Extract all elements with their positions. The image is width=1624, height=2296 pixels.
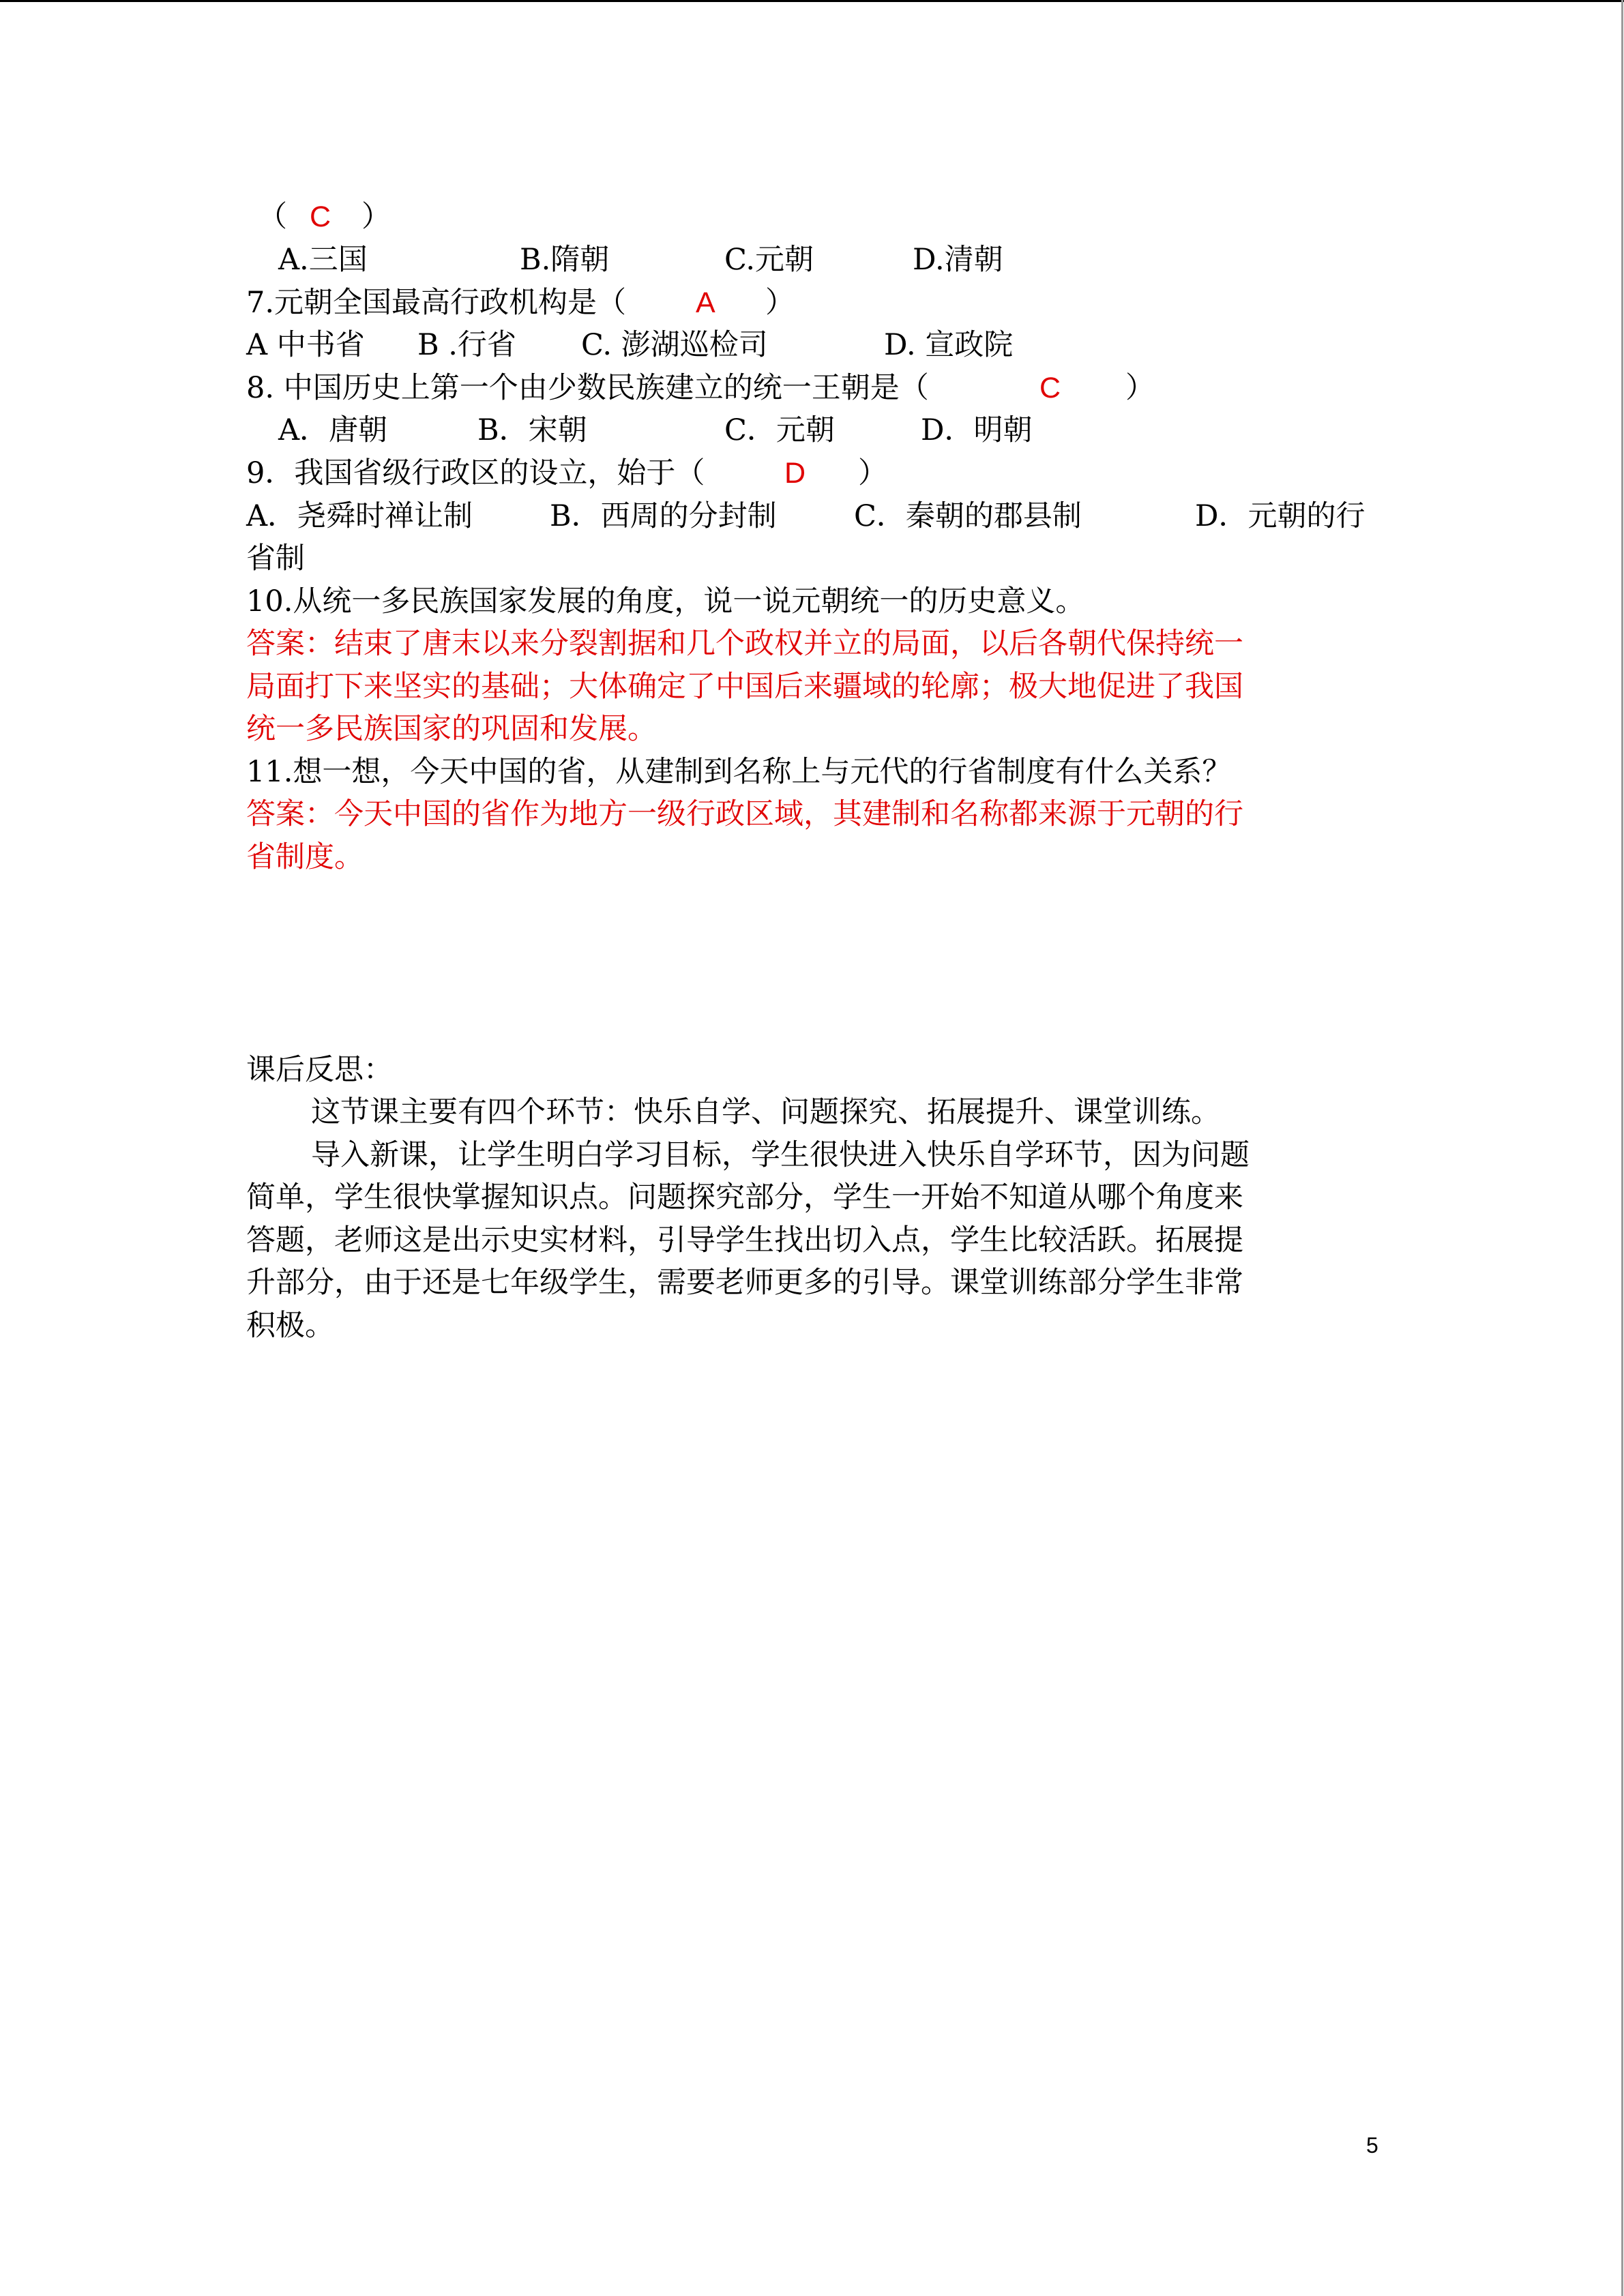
q6-open-paren: （ — [258, 200, 287, 234]
q7-option-d: D. 宣政院 — [884, 328, 1014, 362]
q9-option-b: B．西周的分封制 — [550, 499, 777, 533]
reflection-line-6: 积极。 — [246, 1309, 334, 1343]
q8-option-b: B．宋朝 — [477, 413, 587, 447]
page-number: 5 — [1366, 2133, 1378, 2158]
page-right-border — [1621, 0, 1623, 2296]
q9-close-paren: ） — [858, 456, 887, 490]
q9-option-d-wrap: 省制 — [246, 541, 305, 576]
q8-option-d: D．明朝 — [921, 413, 1033, 447]
q8-close-paren: ） — [1125, 371, 1155, 405]
reflection-line-3: 简单，学生很快掌握知识点。问题探究部分，学生一开始不知道从哪个角度来 — [246, 1180, 1243, 1214]
q10-answer-line-2: 局面打下来坚实的基础；大体确定了中国后来疆域的轮廓；极大地促进了我国 — [246, 670, 1243, 704]
q10-answer-line-3: 统一多民族国家的巩固和发展。 — [246, 712, 657, 746]
q9-option-d: D．元朝的行 — [1195, 499, 1365, 533]
q8-stem: 8. 中国历史上第一个由少数民族建立的统一王朝是（ — [246, 371, 929, 405]
q11-answer-line-2: 省制度。 — [246, 840, 364, 874]
reflection-line-5: 升部分，由于还是七年级学生，需要老师更多的引导。课堂训练部分学生非常 — [246, 1266, 1243, 1300]
q6-option-a: A.三国 — [278, 243, 368, 277]
q7-stem: 7.元朝全国最高行政机构是（ — [246, 286, 627, 320]
q9-option-a: A．尧舜时禅让制 — [246, 499, 473, 533]
q11-stem: 11.想一想，今天中国的省，从建制到名称上与元代的行省制度有什么关系？ — [246, 755, 1232, 789]
q6-option-b: B.隋朝 — [520, 243, 610, 277]
reflection-line-2: 导入新课，让学生明白学习目标，学生很快进入快乐自学环节，因为问题 — [311, 1138, 1250, 1172]
q8-answer: C — [1039, 372, 1061, 404]
q6-close-paren: ） — [361, 200, 391, 234]
q6-option-c: C.元朝 — [724, 243, 814, 277]
reflection-line-1: 这节课主要有四个环节：快乐自学、问题探究、拓展提升、课堂训练。 — [311, 1095, 1220, 1129]
q7-answer: A — [696, 286, 715, 319]
q10-stem: 10.从统一多民族国家发展的角度，说一说元朝统一的历史意义。 — [246, 584, 1085, 618]
q10-answer-line-1: 答案：结束了唐末以来分裂割据和几个政权并立的局面，以后各朝代保持统一 — [246, 627, 1243, 661]
reflection-heading: 课后反思： — [246, 1053, 393, 1087]
q6-close-wrap — [361, 196, 391, 237]
q8-option-a: A．唐朝 — [278, 413, 388, 447]
q9-stem: 9．我国省级行政区的设立，始于（ — [246, 456, 705, 490]
q6-option-d: D.清朝 — [913, 243, 1003, 277]
q9-option-c: C．秦朝的郡县制 — [854, 499, 1082, 533]
q6-answer-line — [258, 196, 287, 237]
q6-answer: C — [310, 200, 331, 233]
reflection-line-4: 答题，老师这是出示史实材料，引导学生找出切入点，学生比较活跃。拓展提 — [246, 1223, 1243, 1257]
q7-option-a: A 中书省 — [246, 328, 365, 362]
page-top-border — [0, 0, 1624, 2]
q11-answer-line-1: 答案：今天中国的省作为地方一级行政区域，其建制和名称都来源于元朝的行 — [246, 797, 1243, 831]
q8-option-c: C．元朝 — [724, 413, 835, 447]
q7-option-c: C. 澎湖巡检司 — [581, 328, 768, 362]
q7-option-b: B .行省 — [417, 328, 516, 362]
q6-answer-wrap — [310, 196, 331, 237]
q7-close-paren: ） — [765, 286, 795, 320]
q9-answer: D — [784, 457, 806, 490]
